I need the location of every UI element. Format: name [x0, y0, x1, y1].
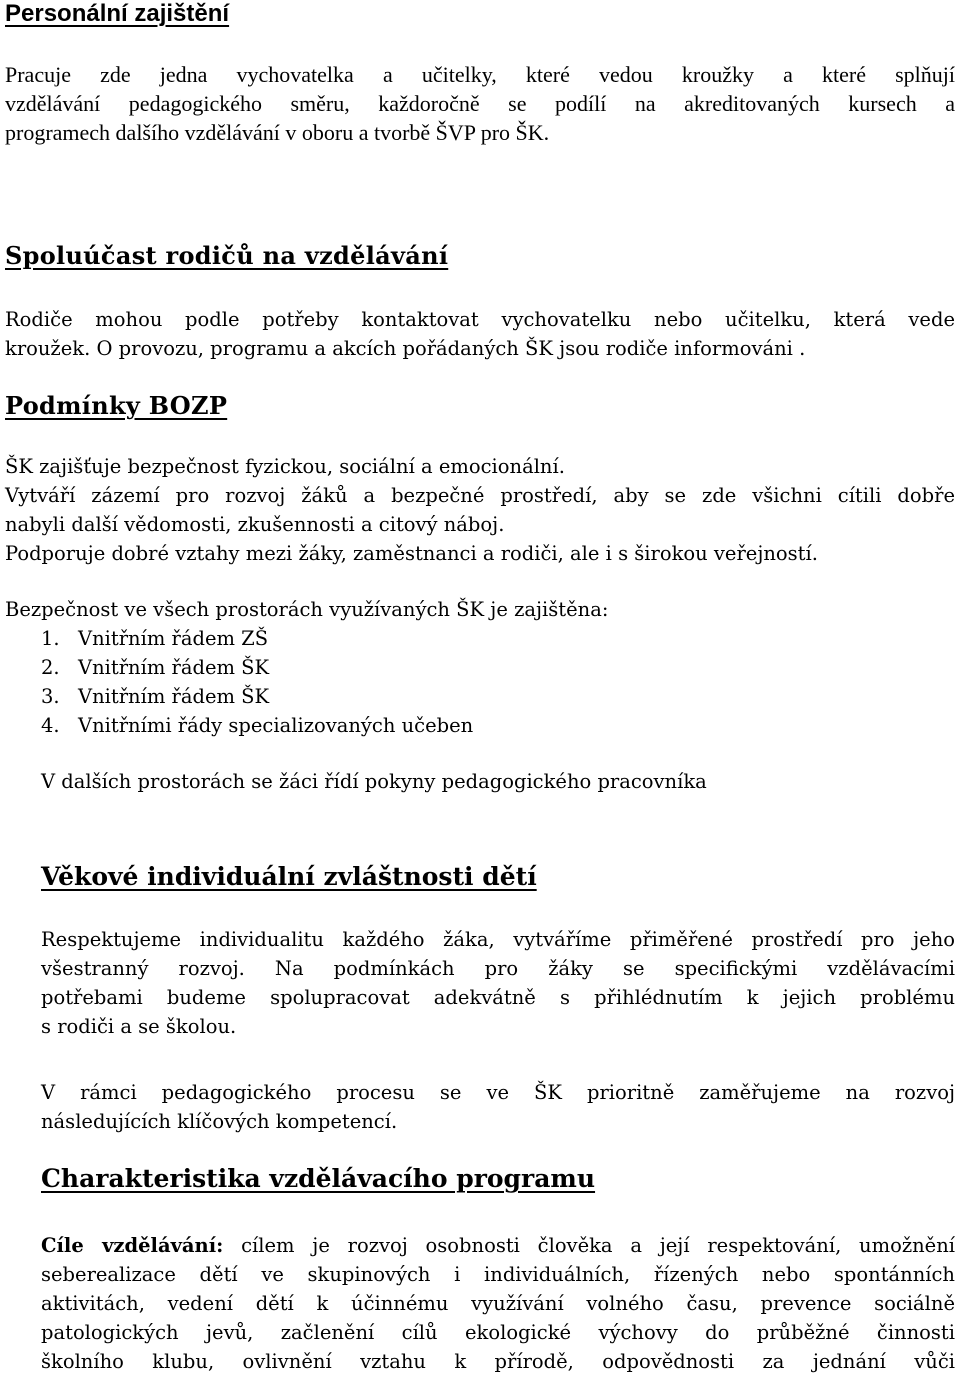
- goals-first-line: cílem je rozvoj osobnosti člověka a její respektování, umožnění: [223, 1234, 955, 1257]
- safety-intro: Bezpečnost ve všech prostorách využívaných ŠK je zajištěna:: [5, 598, 609, 621]
- heading-parents: Spoluúčast rodičů na vzdělávání: [5, 241, 449, 270]
- heading-program: Charakteristika vzdělávacího programu: [41, 1164, 596, 1193]
- safety-list: [41, 624, 473, 740]
- text-line: následujících klíčových kompetencí.: [41, 1110, 398, 1133]
- text-line: nabyli další vědomosti, zkušennosti a citový náboj.: [5, 513, 505, 536]
- text-line: Respektujeme individualitu každého žáka, vytváříme přiměřené prostředí pro jeho: [41, 928, 955, 951]
- text-line: Pracuje zde jedna vychovatelka a učitelky, které vedou kroužky a které splňují: [5, 62, 955, 87]
- text-line: patologických jevů, začlenění cílů ekologické výchovy do průběžné činnosti: [41, 1321, 955, 1344]
- list-number: 3.: [41, 685, 60, 708]
- heading-bozp: Podmínky BOZP: [5, 391, 228, 420]
- list-text: Vnitřním řádem ŠK: [78, 656, 270, 679]
- text-line: s rodiči a se školou.: [41, 1015, 237, 1038]
- paragraph-age-1: [41, 925, 955, 1041]
- heading-age: Věkové individuální zvláštnosti dětí: [41, 862, 537, 891]
- list-text: Vnitřními řády specializovaných učeben: [78, 714, 474, 737]
- text-line: ŠK zajišťuje bezpečnost fyzickou, sociální a emocionální.: [5, 455, 565, 478]
- text-line: kroužek. O provozu, programu a akcích pořádaných ŠK jsou rodiče informováni .: [5, 337, 806, 360]
- paragraph-bozp: [5, 452, 955, 568]
- paragraph-personnel: [5, 60, 955, 147]
- text-line: Rodiče mohou podle potřeby kontaktovat vychovatelku nebo učitelku, která vede: [5, 308, 955, 331]
- list-item: [41, 682, 473, 711]
- text-line: seberealizace dětí ve skupinových i individuálních, řízených nebo spontánních: [41, 1263, 955, 1286]
- list-item: [41, 711, 473, 740]
- text-line: Vytváří zázemí pro rozvoj žáků a bezpečné prostředí, aby se zde všichni cítili dobře: [5, 484, 955, 507]
- other-spaces-note: V dalších prostorách se žáci řídí pokyny pedagogického pracovníka: [41, 770, 707, 793]
- list-number: 4.: [41, 714, 60, 737]
- list-item: [41, 624, 473, 653]
- list-text: Vnitřním řádem ZŠ: [78, 627, 269, 650]
- list-item: [41, 653, 473, 682]
- paragraph-goals: [41, 1231, 955, 1376]
- text-line: aktivitách, vedení dětí k účinnému využívání volného času, prevence sociálně: [41, 1292, 955, 1315]
- text-line: [41, 1231, 955, 1260]
- text-line: Podporuje dobré vztahy mezi žáky, zaměstnanci a rodiči, ale i s širokou veřejností.: [5, 542, 818, 565]
- text-line: všestranný rozvoj. Na podmínkách pro žáky se specifickými vzdělávacími: [41, 957, 955, 980]
- paragraph-age-2: [41, 1078, 955, 1136]
- text-line: vzdělávání pedagogického směru, každoročně se podílí na akreditovaných kursech a: [5, 91, 955, 116]
- goals-label: Cíle vzdělávání:: [41, 1234, 224, 1257]
- list-text: Vnitřním řádem ŠK: [78, 685, 270, 708]
- text-line: potřebami budeme spolupracovat adekvátně s přihlédnutím k jejich problému: [41, 986, 955, 1009]
- paragraph-parents: [5, 305, 955, 363]
- text-line: V rámci pedagogického procesu se ve ŠK prioritně zaměřujeme na rozvoj: [41, 1081, 955, 1104]
- heading-personnel: Personální zajištění: [5, 0, 230, 27]
- text-line: programech dalšího vzdělávání v oboru a tvorbě ŠVP pro ŠK.: [5, 120, 550, 145]
- list-number: 1.: [41, 627, 60, 650]
- list-number: 2.: [41, 656, 60, 679]
- text-line: školního klubu, ovlivnění vztahu k přírodě, odpovědnosti za jednání vůči: [41, 1350, 955, 1373]
